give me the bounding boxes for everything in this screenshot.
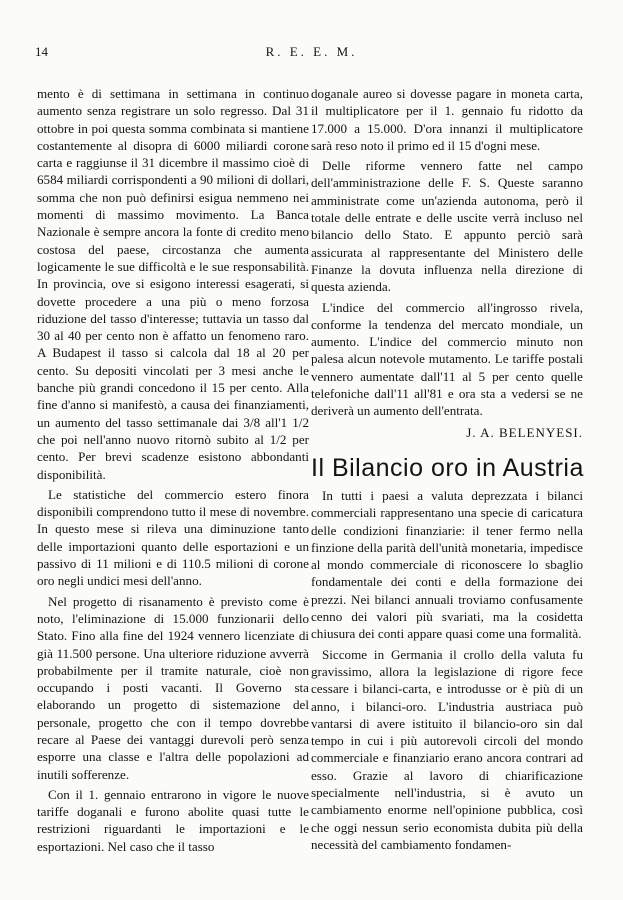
right-paragraph-3: L'indice del commercio all'ingrosso rivela, conforme la tendenza del mercato mondiale, un aumento. L'indice del commercio minuto non palesa alcun notevole mutamento. Le tariffe postali vennero aumentate dall'11 al 5 per cento quelle telefoniche dall'11 all'81 e ora sta a vedersi se ne deriverà un aumento dell'entrata. (311, 299, 583, 419)
page-number: 14 (35, 44, 48, 59)
right-paragraph-4: In tutti i paesi a valuta deprezzata i bilanci commerciali rappresentano una specie di caricatura delle condizioni finanziarie: il tener fermo nella finzione della parità dell'unità monetaria, impedisce al mondo commerciale di riconoscere lo sbaglio fondamentale dei conti e della formazione dei prezzi. Nei bilanci annuali troviamo confusamente cenno dei valori più svariati, ma la cosidetta chiusura dei conti appare quasi come una formalità. (311, 487, 583, 642)
author-signature: J. A. BELENYESI. (466, 424, 583, 440)
right-column (311, 85, 583, 856)
left-column (37, 85, 309, 858)
left-paragraph-1: mento è di settimana in settimana in continuo aumento senza registrare un solo regresso. Dal 31 ottobre in poi questa somma combinata si mantiene costantemente al disopra di 6000 miliardi corone carta e raggiunse il 31 dicembre il massimo cioè di 6584 miliardi corrispondenti a 90 milioni di dollari, somma che non può definirsi esigua nemmeno nei momenti di massimo movimento. La Banca Nazionale è sempre ancora la fonte di credito meno costosa del paese, circostanza che aumenta logicamente le sue difficoltà e le sue responsabilità. In provincia, ove si esigono interessi esagerati, si dovette procedere a una più o meno forzosa riduzione del tasso d'interesse; tuttavia un tasso dal 30 al 40 per cento non è affatto un fenomeno raro. A Budapest il tasso si calcola dal 18 al 20 per cento. Su depositi vincolati per 3 mesi anche le banche più grandi concedono il 15 per cento. Alla fine d'anno si manifestò, a causa dei finanziamenti, un aumento del tasso settimanale dai 3/8 all'1 1/2 che poi nell'anno nuovo ritornò subito al 1/2 per cento. Per brevi scadenze esistono abbondanti disponibilità. (37, 86, 309, 482)
left-paragraph-4: Con il 1. gennaio entrarono in vigore le nuove tariffe doganali e furono abolite quasi tutte le restrizioni riguardanti le importazioni e le esportazioni. Nel caso che il tasso (37, 786, 309, 854)
running-title: R. E. E. M. (265, 44, 358, 59)
left-paragraph-3: Nel progetto di risanamento è previsto come è noto, l'eliminazione di 15.000 funzionarii dello Stato. Fino alla fine del 1924 vennero licenziate di già 11.500 persone. Una ulteriore riduzione avverrà probabilmente per il tramite naturale, cioè non occupando i posti vacanti. Il Governo sta elaborando un progetto di sistemazione del personale, progetto che con il tempo dovrebbe recare al Paese dei vantaggi durevoli però senza esporre una classe e l'altra delle popolazioni ad inutili sofferenze. (37, 593, 309, 782)
right-paragraph-1: doganale aureo si dovesse pagare in moneta carta, il multiplicatore per il 1. gennaio fu ridotto da 17.000 a 15.000. D'ora innanzi il multiplicatore sarà reso noto il primo ed il 15 d'ogni mese. (311, 86, 583, 153)
right-paragraph-2: Delle riforme vennero fatte nel campo dell'amministrazione delle F. S. Queste saranno amministrate come un'azienda autonoma, però il totale delle entrate e delle uscite verrà incluso nel bilancio dello Stato. E appunto perciò sarà assicurata al rappresentante del Ministero delle Finanze la dovuta influenza nella direzione di questa azienda. (311, 158, 583, 295)
left-paragraph-2: Le statistiche del commercio estero finora disponibili comprendono tutto il mese di novembre. In questo mese si rileva una diminuzione tanto delle importazioni quanto delle esportazioni e un passivo di 11 milioni e di 110.5 milioni di corone oro negli undici mesi dell'anno. (37, 486, 309, 589)
section-title: Il Bilancio oro in Austria (311, 453, 584, 482)
right-paragraph-5: Siccome in Germania il crollo della valuta fu gravissimo, allora la legislazione di rigore fece cessare i bilanci-carta, e introdusse or è più di un anno, i bilanci-oro. L'industria austriaca può vantarsi di avere istituito il bilancio-oro sin dal tempo in cui i più autorevoli circoli del mondo commerciale e finanziario erano ancora contrari ad esso. Grazie al lavoro di chiarificazione specialmente nell'industria, si è avuto un cambiamento enorme nell'opinione pubblica, così che oggi nessun serio economista dubita più della necessità del cambiamento fondamen- (311, 646, 583, 852)
